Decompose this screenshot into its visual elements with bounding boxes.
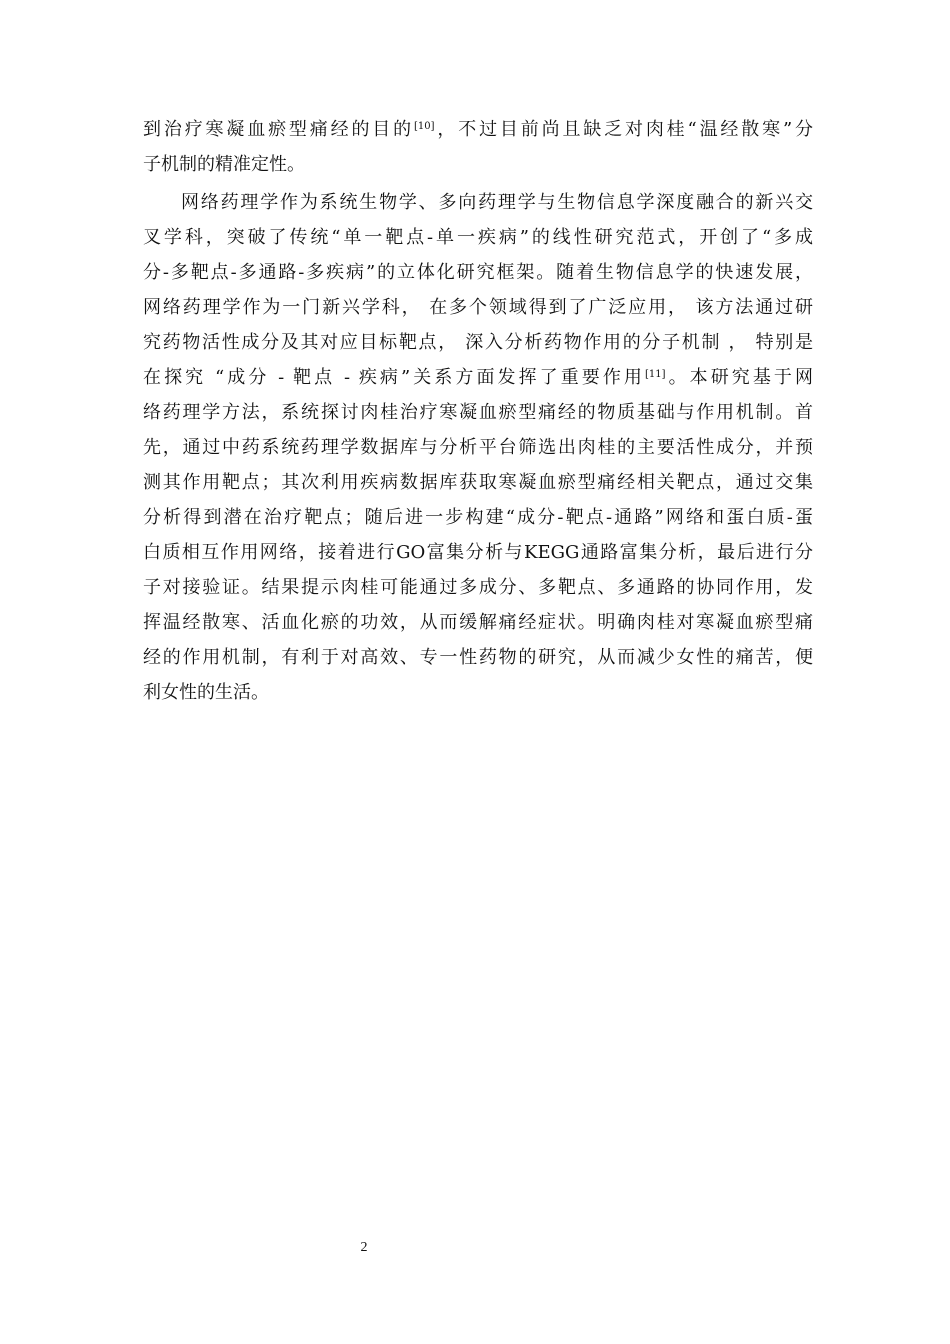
paragraph-2-line-6 [143,360,813,395]
paragraph-2-line-11: 白质相互作用网络，接着进行GO富集分析与KEGG通路富集分析，最后进行分 [143,542,813,563]
paragraph-2-line-1: 网络药理学作为系统生物学、多向药理学与生物信息学深度融合的新兴交 [181,192,813,213]
text-segment: 在探究 “成分 - 靶点 - 疾病”关系方面发挥了重要作用 [143,367,645,388]
paragraph-2-line-12: 子对接验证。结果提示肉桂可能通过多成分、多靶点、多通路的协同作用，发 [143,577,813,598]
paragraph-2-line-3: 分-多靶点-多通路-多疾病”的立体化研究框架。随着生物信息学的快速发展， [143,262,813,283]
text-segment: 。本研究基于网 [665,367,813,388]
page-number: 2 [360,1240,368,1255]
paragraph-2-line-7: 络药理学方法，系统探讨肉桂治疗寒凝血瘀型痛经的物质基础与作用机制。首 [143,402,813,423]
paragraph-2-line-10: 分析得到潜在治疗靶点；随后进一步构建“成分-靶点-通路”网络和蛋白质-蛋 [143,507,813,528]
paragraph-2-line-13: 挥温经散寒、活血化瘀的功效，从而缓解痛经症状。明确肉桂对寒凝血瘀型痛 [143,612,813,633]
paragraph-1-line-1 [143,112,813,147]
citation-reference-11: [11] [645,369,666,380]
paragraph-2-line-8: 先，通过中药系统药理学数据库与分析平台筛选出肉桂的主要活性成分，并预 [143,437,813,458]
paragraph-2-line-9: 测其作用靶点；其次利用疾病数据库获取寒凝血瘀型痛经相关靶点，通过交集 [143,472,813,493]
paragraph-2-line-5: 究药物活性成分及其对应目标靶点， 深入分析药物作用的分子机制 ， 特别是 [143,332,813,353]
paragraph-2-line-15: 利女性的生活。 [143,682,269,703]
paragraph-2-line-14: 经的作用机制，有利于对高效、专一性药物的研究，从而减少女性的痛苦，便 [143,647,813,668]
paragraph-1-line-2: 子机制的精准定性。 [143,154,305,175]
citation-reference-10: [10] [414,121,435,132]
text-segment: ，不过目前尚且缺乏对肉桂“温经散寒”分 [434,119,813,140]
paragraph-2-line-4: 网络药理学作为一门新兴学科， 在多个领域得到了广泛应用， 该方法通过研 [143,297,813,318]
body-text [143,112,813,710]
text-segment: 到治疗寒凝血瘀型痛经的目的 [143,119,414,140]
paragraph-2-line-2: 叉学科，突破了传统“单一靶点-单一疾病”的线性研究范式，开创了“多成 [143,227,813,248]
